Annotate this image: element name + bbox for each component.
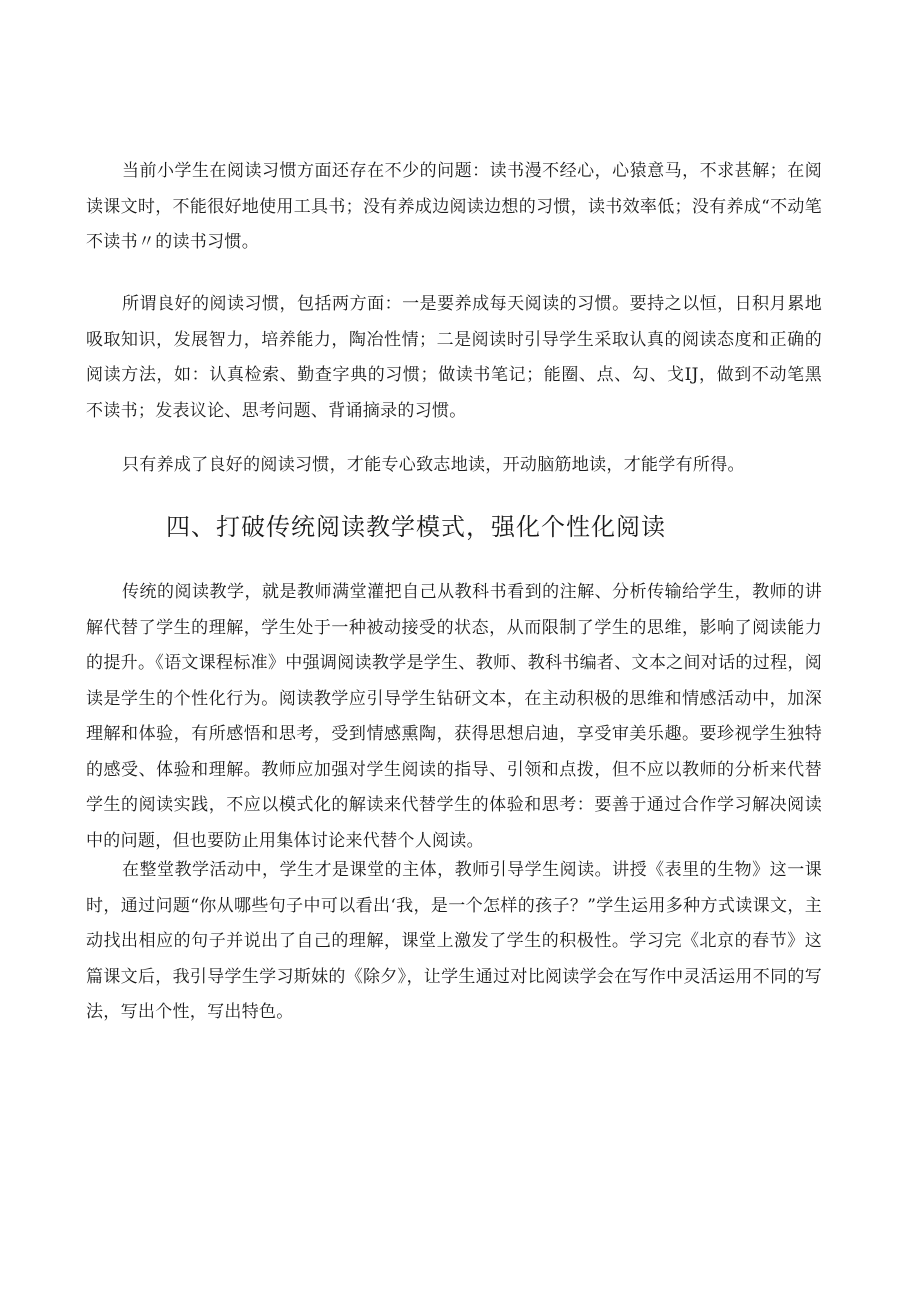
paragraph-habit-conclusion: 只有养成了良好的阅读习惯，才能专心致志地读，开动脑筋地读，才能学有所得。: [122, 455, 745, 475]
paragraph-good-reading-habits: 所谓良好的阅读习惯，包括两方面：一是要养成每天阅读的习惯。要持之以恒，日积月累地吸取知识，发展智力，培养能力，陶冶性情；二是阅读时引导学生采取认真的阅读态度和正确的阅读方法，如：认真检索、勤查字典的习惯；做读书笔记；能圈、点、勾、戈IJ，做到不动笔黑不读书；发表议论、思考问题、背诵摘录的习惯。: [86, 294, 822, 421]
paragraph-reading-habit-problems: 当前小学生在阅读习惯方面还存在不少的问题：读书漫不经心，心猿意马，不求甚解；在阅读课文时，不能很好地使用工具书；没有养成边阅读边想的习惯，读书效率低；没有养成“不动笔不读书〃的读书习惯。: [86, 161, 822, 252]
paragraph-classroom-example: 在整堂教学活动中，学生才是课堂的主体，教师引导学生阅读。讲授《表里的生物》这一课时，通过问题“你从哪些句子中可以看出‘我，是一个怎样的孩子？”学生运用多种方式读课文，主动找出相应的句子并说出了自己的理解，课堂上激发了学生的积极性。学习完《北京的春节》这篇课文后，我引导学生学习斯妹的《除夕》，让学生通过对比阅读学会在写作中灵活运用不同的写法，写出个性，写出特色。: [86, 860, 822, 1022]
paragraph-traditional-teaching: 传统的阅读教学，就是教师满堂灌把自己从教科书看到的注解、分析传输给学生，教师的讲解代替了学生的理解，学生处于一种被动接受的状态，从而限制了学生的思维，影响了阅读能力的提升。《语文课程标准》中强调阅读教学是学生、教师、教科书编者、文本之间对话的过程，阅读是学生的个性化行为。阅读教学应引导学生钻研文本，在主动积极的思维和情感活动中，加深理解和体验，有所感悟和思考，受到情感熏陶，获得思想启迪，享受审美乐趣。要珍视学生独特的感受、体验和理解。教师应加强对学生阅读的指导、引领和点拨，但不应以教师的分析来代替学生的阅读实践，不应以模式化的解读来代替学生的体验和思考：要善于通过合作学习解决阅读中的问题，但也要防止用集体讨论来代替个人阅读。: [86, 582, 822, 851]
section-heading: 四、打破传统阅读教学模式，强化个性化阅读: [166, 513, 666, 541]
